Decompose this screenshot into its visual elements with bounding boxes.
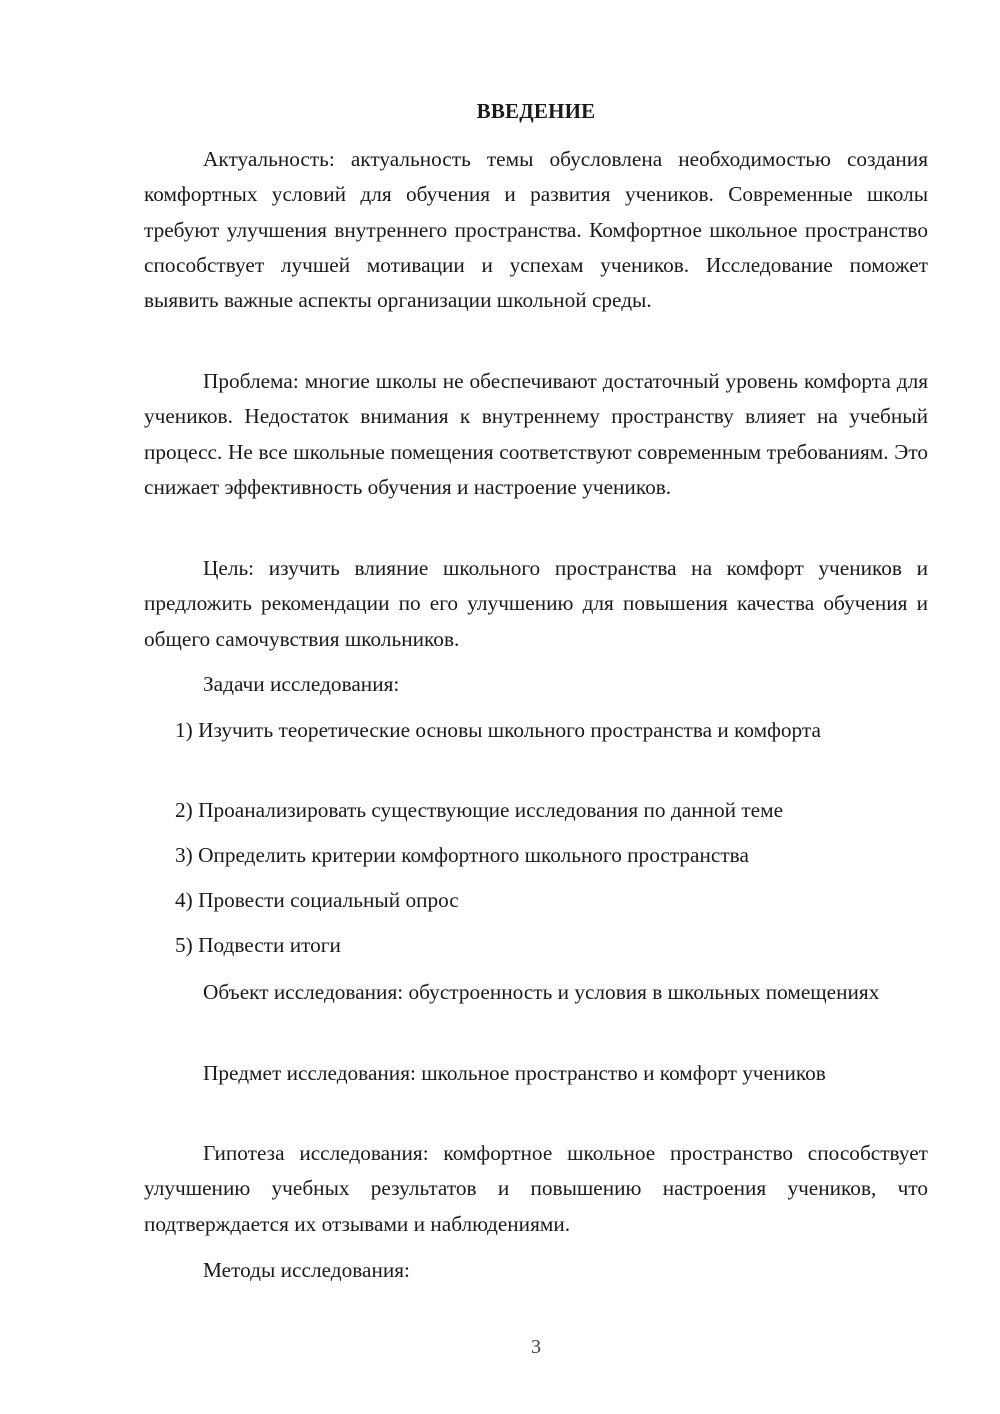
task-item-1: 1) Изучить теоретические основы школьного пространства и комфорта [175,718,821,742]
page-title: ВВЕДЕНИЕ [476,99,596,123]
tasks-heading: Задачи исследования: [203,672,400,696]
goal-paragraph: Цель: изучить влияние школьного пространства на комфорт учеников и предложить рекомендации по его улучшению для повышения качества обучения и общего самочувствия школьников. [144,556,928,651]
task-item-2: 2) Проанализировать существующие исследования по данной теме [175,798,784,822]
problem-paragraph: Проблема: многие школы не обеспечивают достаточный уровень комфорта для учеников. Недостаток внимания к внутреннему пространству влияет на учебный процесс. Не все школьные помещения соответствуют современным требованиям. Это снижает эффективность обучения и настроение учеников. [144,369,928,499]
methods-heading: Методы исследования: [203,1258,410,1282]
subject-paragraph: Предмет исследования: школьное пространство и комфорт учеников [203,1061,826,1085]
relevance-paragraph: Актуальность: актуальность темы обусловлена необходимостью создания комфортных условий для обучения и развития учеников. Современные школы требуют улучшения внутреннего пространства. Комфортное школьное пространство способствует лучшей мотивации и успехам учеников. Исследование поможет выявить важные аспекты организации школьной среды. [144,147,928,313]
task-item-5: 5) Подвести итоги [175,933,341,957]
page-number: 3 [531,1336,541,1358]
task-item-4: 4) Провести социальный опрос [175,888,459,912]
object-paragraph: Объект исследования: обустроенность и условия в школьных помещениях [203,980,880,1004]
hypothesis-paragraph: Гипотеза исследования: комфортное школьное пространство способствует улучшению учебных результатов и повышению настроения учеников, что подтверждается их отзывами и наблюдениями. [144,1141,928,1236]
task-item-3: 3) Определить критерии комфортного школьного пространства [175,843,749,867]
